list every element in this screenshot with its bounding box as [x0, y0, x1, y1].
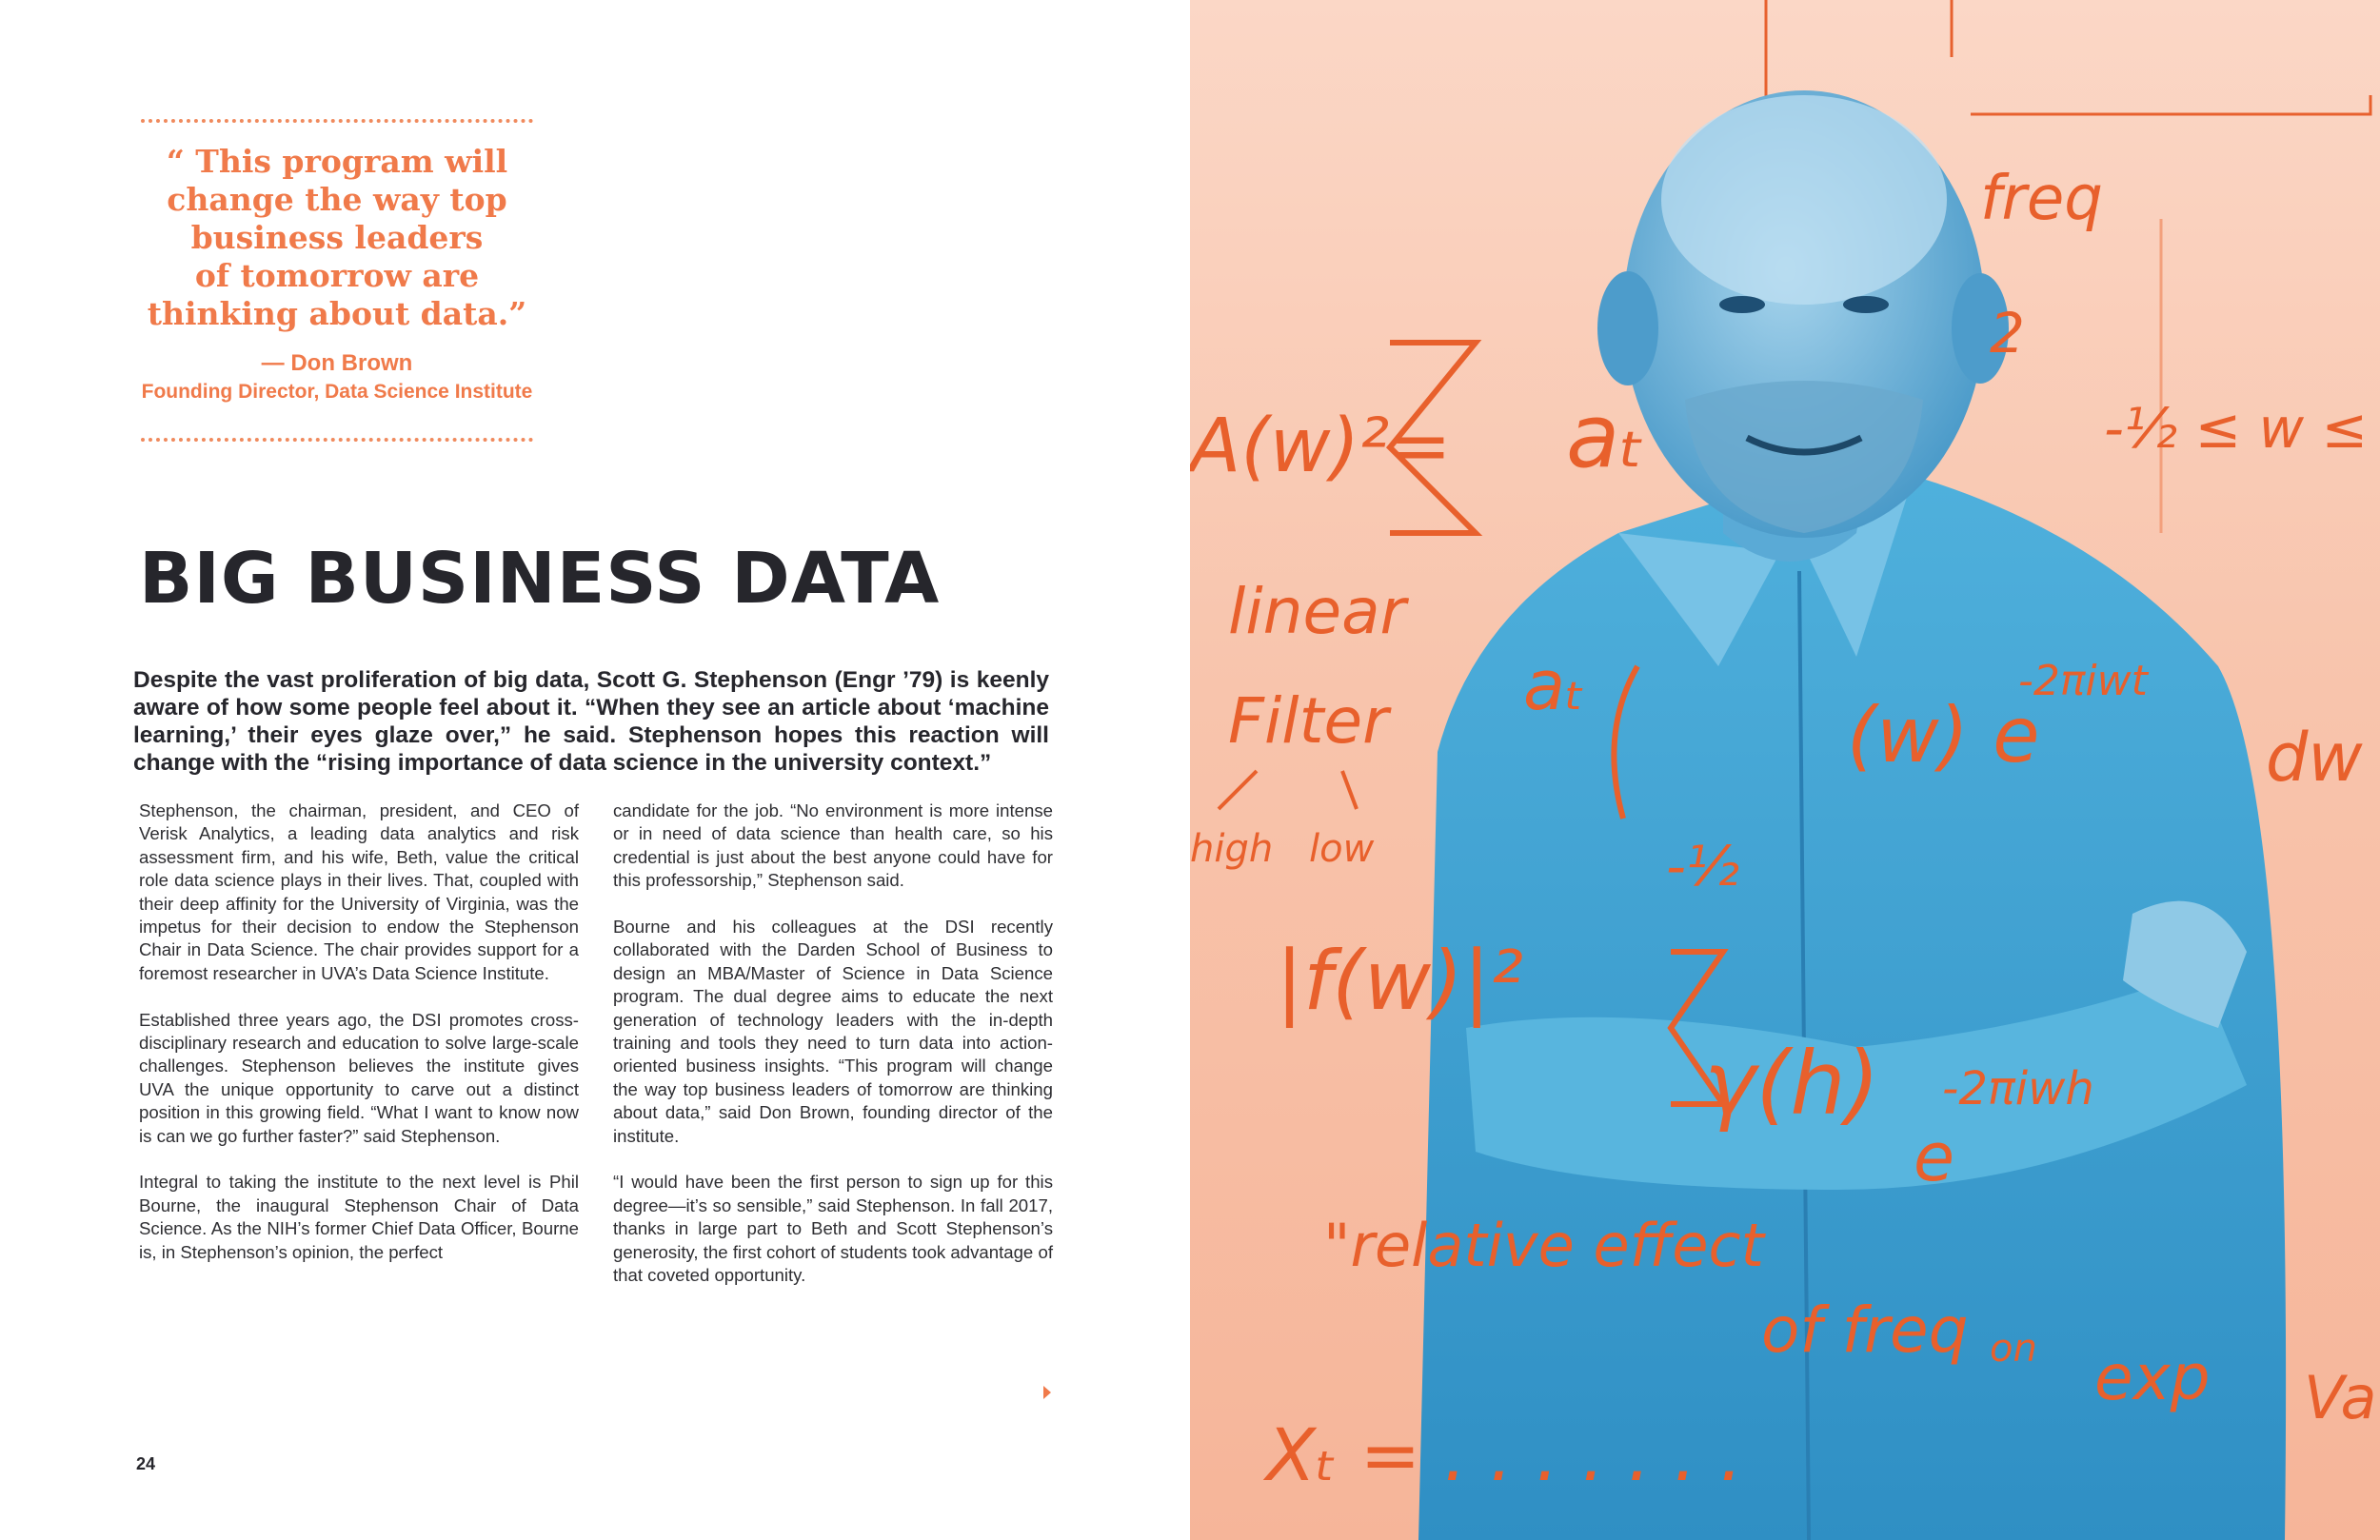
board-text: A(w)²= [1190, 404, 1452, 489]
board-text: -½ [1666, 834, 1740, 898]
board-text: aₜ [1566, 385, 1646, 487]
left-eye [1719, 296, 1765, 313]
board-line [1971, 95, 2370, 114]
board-text: Va [2304, 1363, 2377, 1432]
board-text: dw [2266, 719, 2363, 797]
pull-quote-line: thinking about data.” [147, 295, 527, 332]
body-paragraph: “I would have been the first person to sign up for this degree—it’s so sensible,” said Stephenson. In fall 2017, thanks in large part to Beth and Scott Stephenson’s generosity, the first cohort of students took advantage of that coveted opportunity. [613, 1172, 1053, 1286]
photo-panel [1190, 0, 2380, 1540]
board-text: -2πiwh [1942, 1062, 2094, 1116]
quote-top-rule [141, 119, 533, 123]
board-text: Xₜ = . . . . . . . [1266, 1412, 1743, 1497]
left-ear [1597, 271, 1658, 385]
pull-quote-line: of tomorrow are [194, 257, 480, 294]
board-text: linear [1228, 575, 1406, 648]
headline: BIG BUSINESS DATA [139, 538, 941, 620]
caption-arrow-icon [1043, 1386, 1051, 1399]
quote-attribution-name: — Don Brown [261, 350, 413, 376]
pull-quote-line: business leaders [190, 219, 484, 256]
page-number: 24 [136, 1454, 156, 1473]
board-text: 2 [1990, 301, 2025, 365]
body-column-2 [613, 800, 1053, 1311]
pull-quote [141, 143, 533, 333]
arrow-strokes [1219, 771, 1357, 809]
board-text: (w) e [1847, 691, 2040, 780]
body-column-1 [139, 800, 579, 1287]
board-text: freq [1980, 164, 2103, 234]
board-text: high [1190, 827, 1274, 871]
board-text: Filter [1228, 684, 1389, 758]
board-text: |f(w)|² [1276, 934, 1524, 1029]
pull-quote-line: change the way top [167, 181, 507, 218]
board-text: aₜ [1523, 645, 1586, 725]
pull-quote-line: “ This program will [166, 143, 508, 180]
quote-bottom-rule [141, 438, 533, 442]
board-text: on [1990, 1327, 2037, 1371]
board-text: "relative effect [1323, 1211, 1764, 1280]
board-text: low [1309, 827, 1375, 871]
board-text: exp [2094, 1341, 2211, 1414]
body-paragraph: Bourne and his colleagues at the DSI recently collaborated with the Darden School of Business to design an MBA/Master of Science in Data Science program. The dual degree aims to educate the next generation of technology leaders with the in-depth training and tools they need to turn data into action-oriented business insights. “This program will change the way top business leaders of tomorrow are thinking about data,” said Don Brown, founding director of the institute. [613, 917, 1053, 1146]
board-text: -½ ≤ w ≤ [2104, 396, 2369, 461]
body-paragraph: Stephenson, the chairman, president, and CEO of Verisk Analytics, a leading data analytics and risk assessment firm, and his wife, Beth, value the critical role data science plays in their lives. That, coupled with their deep affinity for the University of Virginia, was the impetus for their decision to endow the Stephenson Chair in Data Science. The chair provides support for a foremost researcher in UVA’s Data Science Institute. [139, 800, 579, 983]
right-eye [1843, 296, 1889, 313]
board-text: of freq [1761, 1293, 1969, 1367]
board-text: e [1914, 1118, 1955, 1196]
body-paragraph: candidate for the job. “No environment is more intense or in need of data science than health care, so his credential is just about the best anyone could have for this professorship,” Stephenson said. [613, 800, 1053, 891]
lede: Despite the vast proliferation of big data, Scott G. Stephenson (Engr ’79) is keenly aware of how some people feel about it. “When they see an article about ‘machine learning,’ their eyes glaze over,” he said. Stephenson hopes this reaction will change with the “rising importance of data science in the university context.” [133, 667, 1049, 776]
quote-attribution-title: Founding Director, Data Science Institute [141, 381, 533, 403]
board-text: γ(h) [1704, 1033, 1880, 1135]
board-text: -2πiwt [2018, 657, 2148, 705]
portrait-photo [1190, 0, 2380, 1540]
body-paragraph: Integral to taking the institute to the next level is Phil Bourne, the inaugural Stephenson Chair of Data Science. As the NIH’s former Chief Data Officer, Bourne is, in Stephenson’s opinion, the perfect [139, 1172, 579, 1262]
forehead-highlight [1661, 95, 1947, 305]
body-paragraph: Established three years ago, the DSI promotes cross-disciplinary research and education to solve large-scale challenges. Stephenson believes the institute gives UVA the unique opportunity to carve out a distinct position in this growing field. “What I want to know now is can we go further faster?” said Stephenson. [139, 1009, 579, 1146]
